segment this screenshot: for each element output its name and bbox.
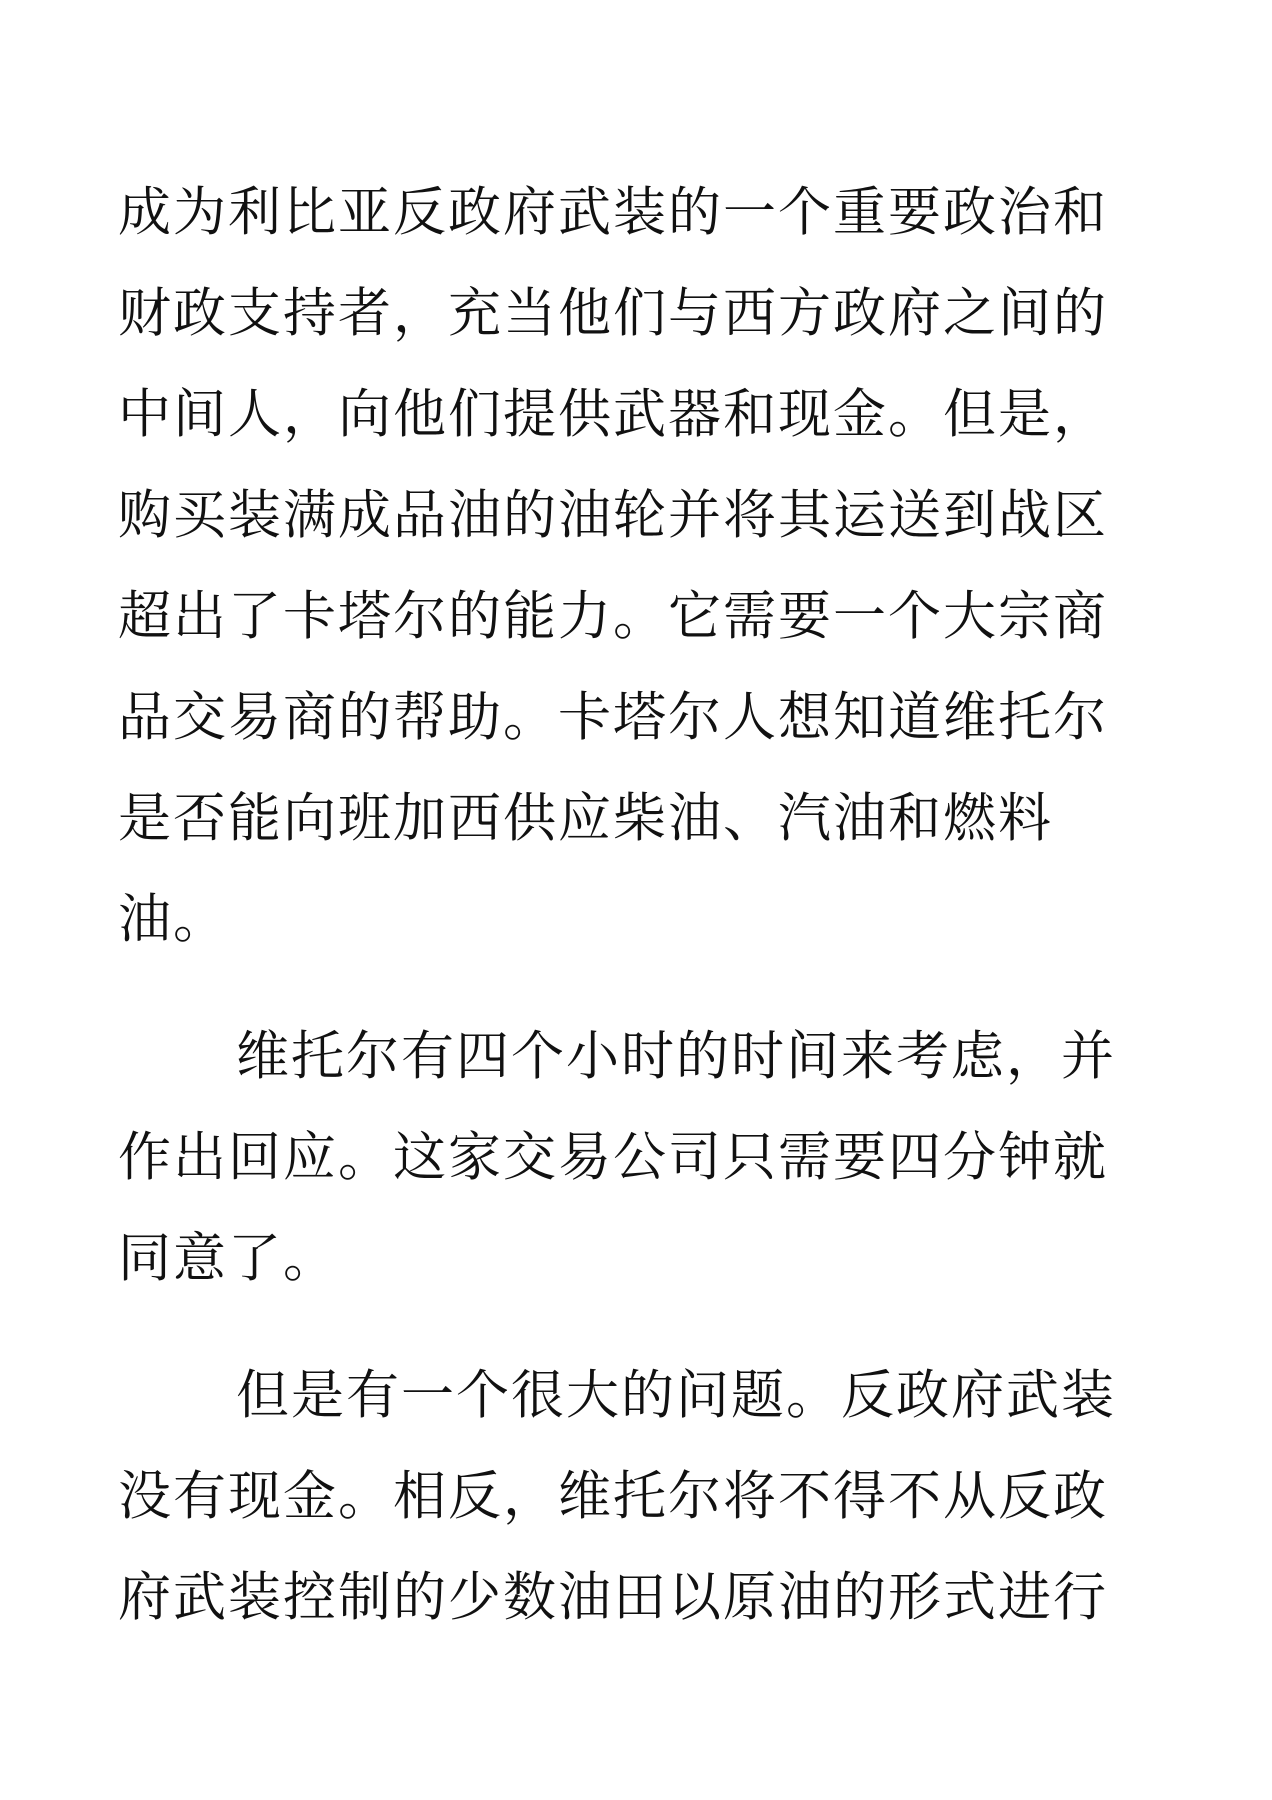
- text-line: 成为利比亚反政府武装的一个重要政治和: [118, 182, 1108, 243]
- text-line: 中间人，向他们提供武器和现金。但是，: [118, 384, 1108, 445]
- text-line: 同意了。: [118, 1228, 338, 1289]
- text-line: 是否能向班加西供应柴油、汽油和燃料: [118, 788, 1053, 849]
- text-line: 油。: [118, 889, 228, 950]
- paragraph-spacer: [118, 1309, 1168, 1345]
- text-line: 府武装控制的少数油田以原油的形式进行: [118, 1567, 1108, 1628]
- text-line: 没有现金。相反，维托尔将不得不从反政: [118, 1466, 1108, 1527]
- text-line: 维托尔有四个小时的时间来考虑，并: [236, 1026, 1116, 1087]
- text-line: 财政支持者，充当他们与西方政府之间的: [118, 283, 1108, 344]
- paragraph-2: [118, 1006, 1168, 1309]
- text-line: 品交易商的帮助。卡塔尔人想知道维托尔: [118, 687, 1108, 748]
- paragraph-spacer: [118, 970, 1168, 1006]
- text-line: 购买装满成品油的油轮并将其运送到战区: [118, 485, 1108, 546]
- paragraph-3: [118, 1345, 1168, 1648]
- paragraph-1: [118, 162, 1168, 970]
- text-line: 作出回应。这家交易公司只需要四分钟就: [118, 1127, 1108, 1188]
- text-line: 超出了卡塔尔的能力。它需要一个大宗商: [118, 586, 1108, 647]
- body-text: [118, 162, 1168, 1648]
- text-line: 但是有一个很大的问题。反政府武装: [236, 1365, 1116, 1426]
